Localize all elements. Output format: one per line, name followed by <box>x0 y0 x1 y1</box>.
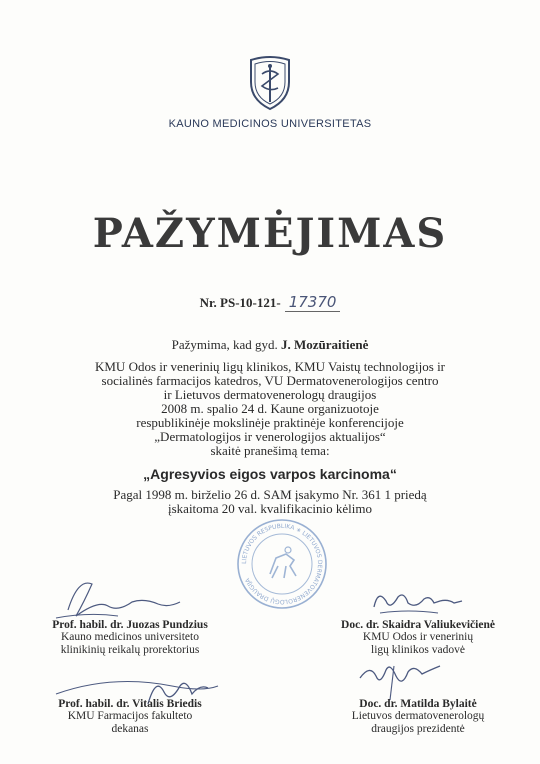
signatory-role: Lietuvos dermatovenerologų <box>351 710 485 722</box>
signatory-role: ligų klinikos vadovė <box>371 644 465 656</box>
signature-scribble-1 <box>48 572 188 622</box>
body-line: socialinės farmacijos katedros, VU Dermatovenerologijos centro <box>101 373 439 388</box>
signatory-name: Prof. habil. dr. Vitalis Briedis <box>58 698 202 710</box>
certifies-prefix: Pažymima, kad gyd. <box>171 337 278 352</box>
certificate-number-prefix: Nr. PS-10-121- <box>199 295 281 310</box>
body-line: ir Lietuvos dermatovenerologų draugijos <box>163 387 377 402</box>
body-line: skaitė pranešimą tema: <box>210 443 330 458</box>
signature-block-valiukeviciene <box>318 619 518 657</box>
body-line: 2008 m. spalio 24 d. Kaune organizuotoje <box>161 401 379 416</box>
signatory-role: KMU Farmacijos fakulteto <box>67 710 193 722</box>
certificate-number <box>0 293 540 311</box>
hours-line: įskaitoma 20 val. kvalifikacinio kėlimo <box>168 501 372 516</box>
official-seal-stamp <box>236 518 328 610</box>
certificate-number-handwritten: 17370 <box>285 293 341 312</box>
body-line: respublikinėje mokslinėje praktinėje konferencijoje <box>136 415 404 430</box>
signatory-role: draugijos prezidentė <box>371 723 465 735</box>
signature-scribble-4 <box>350 656 450 702</box>
signature-block-briedis <box>30 698 230 736</box>
signatory-role: klinikinių reikalų prorektorius <box>60 644 200 656</box>
body-line: KMU Odos ir venerinių ligų klinikos, KMU Vaistų technologijos ir <box>94 359 446 374</box>
signatory-name: Doc. dr. Skaidra Valiukevičienė <box>341 619 495 631</box>
document-title: PAŽYMĖJIMAS <box>92 210 448 257</box>
order-line: Pagal 1998 m. birželio 26 d. SAM įsakymo Nr. 361 1 priedą <box>113 487 427 502</box>
university-logo-icon <box>245 52 295 112</box>
certificate-body <box>60 338 480 516</box>
signatory-role: Kauno medicinos universiteto <box>61 631 199 643</box>
university-name: KAUNO MEDICINOS UNIVERSITETAS <box>168 118 372 130</box>
body-line: „Dermatologijos ir venerologijos aktualijos“ <box>154 429 386 444</box>
certifies-line <box>60 338 480 352</box>
svg-text:LIETUVOS RESPUBLIKA ∗ LIETUVOS <box>241 523 323 605</box>
presentation-topic: „Agresyvios eigos varpos karcinoma“ <box>143 466 397 482</box>
signatory-name: Doc. dr. Matilda Bylaitė <box>359 698 477 710</box>
signatory-role: dekanas <box>111 723 149 735</box>
signatory-role: KMU Odos ir venerinių <box>362 631 474 643</box>
signature-block-bylaite <box>318 698 518 736</box>
signatory-name: Prof. habil. dr. Juozas Pundzius <box>52 619 208 631</box>
signature-block-pundzius <box>30 619 230 657</box>
seal-text: LIETUVOS RESPUBLIKA ∗ LIETUVOS DERMATOVENEROLOGŲ DRAUGIJA <box>240 522 324 606</box>
signature-scribble-2 <box>368 583 468 619</box>
recipient-name: J. Mozūraitienė <box>281 337 369 352</box>
